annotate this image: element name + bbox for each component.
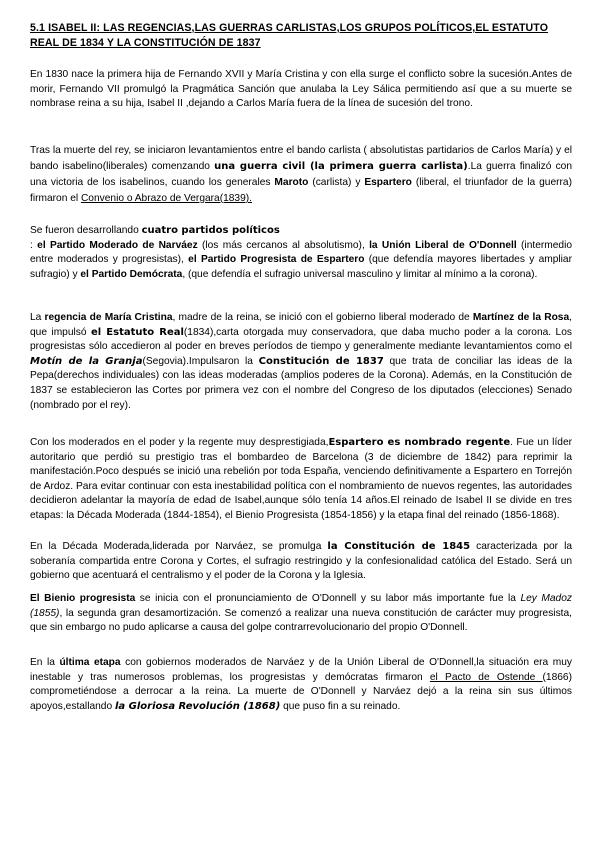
democrata-highlight: el Partido Demócrata (80, 268, 183, 280)
parties-highlight: cuatro partidos políticos (141, 225, 280, 236)
text-run: En 1830 nace la primera hija de Fernando XVII y María Cristina y con ella surge el conflicto sobre la sucesión.Antes de morir, Fernando VII promulgó la Pragmática Sanción que anulaba la Ley Sálica permitiendo así que a su muerte se nombrase reina a su hija, Isabel II ,dejando a Carlos María fuera de la línea de sucesión del trono. (30, 69, 572, 110)
text-run: La (30, 312, 45, 323)
vergara-link-text: Convenio o Abrazo de Vergara(1839). (80, 193, 252, 204)
paragraph-succession (30, 68, 572, 112)
paragraph-carlist-war (30, 143, 572, 207)
text-run: (los más cercanos al absolutismo), (197, 239, 370, 251)
paragraph-maria-cristina-regency (30, 311, 572, 413)
paragraph-bienio-progresista (30, 592, 572, 636)
text-run: (Segovia).Impulsaron la (142, 355, 259, 367)
text-run: . Fue un líder autoritario que perdió su prestigio tras el bombardeo de Barcelona (3 de diciembre de 1842) para reprimir la manifestación.Poco después se inició una rebelión por toda España, venciendo definitivamente a Espartero en Torrejón de Ardoz. Para evitar continuar con esta inestabilidad política con el nombramiento de nuevos regentes, las autoridades decidieron adelantar la mayoría de edad de Isabel,aunque sólo tenía 14 años.El reinado de Isabel II se divide en tres etapas: la Década Moderada (1844-1854), el Bienio Progresista (1854-1856) y la etapa final del reinado (1856-1868). (30, 437, 573, 521)
motin-highlight: Motín de la Granja (30, 355, 143, 367)
text-run: , (que defendía el sufragio universal masculino y limitar al mínimo a la corona). (182, 268, 538, 280)
civil-war-highlight: una guerra civil (la primera guerra carlista) (214, 161, 468, 172)
constitution-1845-highlight: la Constitución de 1845 (327, 541, 471, 552)
text-run: (carlista) y (308, 177, 365, 188)
gloriosa-highlight: la Gloriosa Revolución (1868) (114, 700, 281, 712)
text-run: , madre de la reina, se inició con el gobierno liberal moderado de (172, 312, 473, 323)
paragraph-decada-moderada (30, 540, 572, 584)
text-run: con gobiernos moderados de Narváez y de la Unión Liberal de O'Donnell,la situación era muy inestable y tras numerosos problemas, los progresistas y demócratas firmaron (30, 657, 572, 683)
union-liberal-highlight: la Unión Liberal de O'Donnell (369, 239, 517, 251)
text-run: Se fueron desarrollando (30, 225, 142, 236)
paragraph-espartero-regency (30, 436, 572, 524)
paragraph-ultima-etapa (30, 656, 572, 714)
martinez-highlight: Martínez de la Rosa (472, 312, 570, 323)
ostende-link-text: el Pacto de Ostende (429, 671, 543, 683)
maroto-highlight: Maroto (274, 177, 309, 188)
text-run: (intermedio entre moderados y progresistas), (30, 239, 572, 266)
constitution-1837-highlight: Constitución de 1837 (258, 355, 384, 367)
text-run: , que impulsó (30, 312, 572, 338)
progresista-highlight: el Partido Progresista de Espartero (188, 254, 365, 266)
text-run: , la segunda gran desamortización. Se comenzó a realizar una nueva constitución de carácter muy progresista, que sin embargo no pudo aplicarse a causa del golpe contrarrevolucionario del propio O'Donnell. (30, 607, 572, 634)
espartero-highlight: Espartero (364, 177, 412, 188)
text-run: caracterizada por la soberanía compartida entre Corona y Cortes, el sufragio restringido y la confesionalidad católica del Estado. Será un gobierno que acentuará el centralismo y el poder de la Corona y la Iglesia. (30, 541, 572, 582)
text-run: Con los moderados en el poder y la regente muy desprestigiada, (30, 437, 329, 448)
estatuto-highlight: el Estatuto Real (90, 326, 184, 338)
text-run: En la (30, 657, 60, 668)
text-run: que trata de conciliar las ideas de la Pepa(derechos individuales) con las ideas moderadas (amplios poderes de la Corona). Además, en la Constitución de 1837 se establecieron las Cortes por primera vez con el nombre del Congreso de los diputados (elecciones) Senado (nombrado por el rey). (30, 355, 573, 411)
text-run: .La guerra finalizó con una victoria de los isabelinos, cuando los generales (30, 161, 573, 188)
text-run: que puso fin a su reinado. (280, 700, 401, 712)
text-run: (liberal, el triunfador de la guerra) firmaron el (30, 177, 572, 204)
paragraph-political-parties (30, 224, 572, 282)
text-run: En la Década Moderada,liderada por Narváez, se promulga (30, 541, 328, 552)
text-run: Tras la muerte del rey, se iniciaron levantamientos entre el bando carlista ( absolutistas partidarios de Carlos María) y el bando isabelino(liberales) comenzando (30, 145, 572, 172)
espartero-regent-highlight: Espartero es nombrado regente (328, 437, 511, 448)
ultima-etapa-highlight: última etapa (59, 657, 121, 668)
bienio-highlight: El Bienio progresista (30, 593, 136, 604)
regency-highlight: regencia de María Cristina (44, 312, 173, 323)
page-title: 5.1 ISABEL II: LAS REGENCIAS,LAS GUERRAS CARLISTAS,LOS GRUPOS POLÍTICOS,EL ESTATUTO REAL DE 1834 Y LA CONSTITUCIÓN DE 1837 (30, 22, 549, 49)
moderado-highlight: el Partido Moderado de Narváez (37, 239, 198, 251)
text-run: (1834),carta otorgada muy conservadora, que daba mucho poder a la corona. Los progresistas sólo accedieron al poder en breves períodos de tiempo y generalmente mediante levantamientos como el (30, 326, 572, 353)
ley-madoz-highlight: Ley Madoz (1855) (30, 593, 572, 619)
text-run: se inicia con el pronunciamiento de O'Donnell y su labor más importante fue la (135, 593, 521, 604)
text-run: (1866) comprometiéndose a derrocar a la reina. La muerte de O'Donnell y Narváez dejó a la reina sin sus últimos apoyos,estallando (30, 671, 572, 712)
text-run: (que defendía mayores libertades y ampliar sufragio) y (30, 254, 572, 280)
text-run: : (30, 239, 38, 251)
